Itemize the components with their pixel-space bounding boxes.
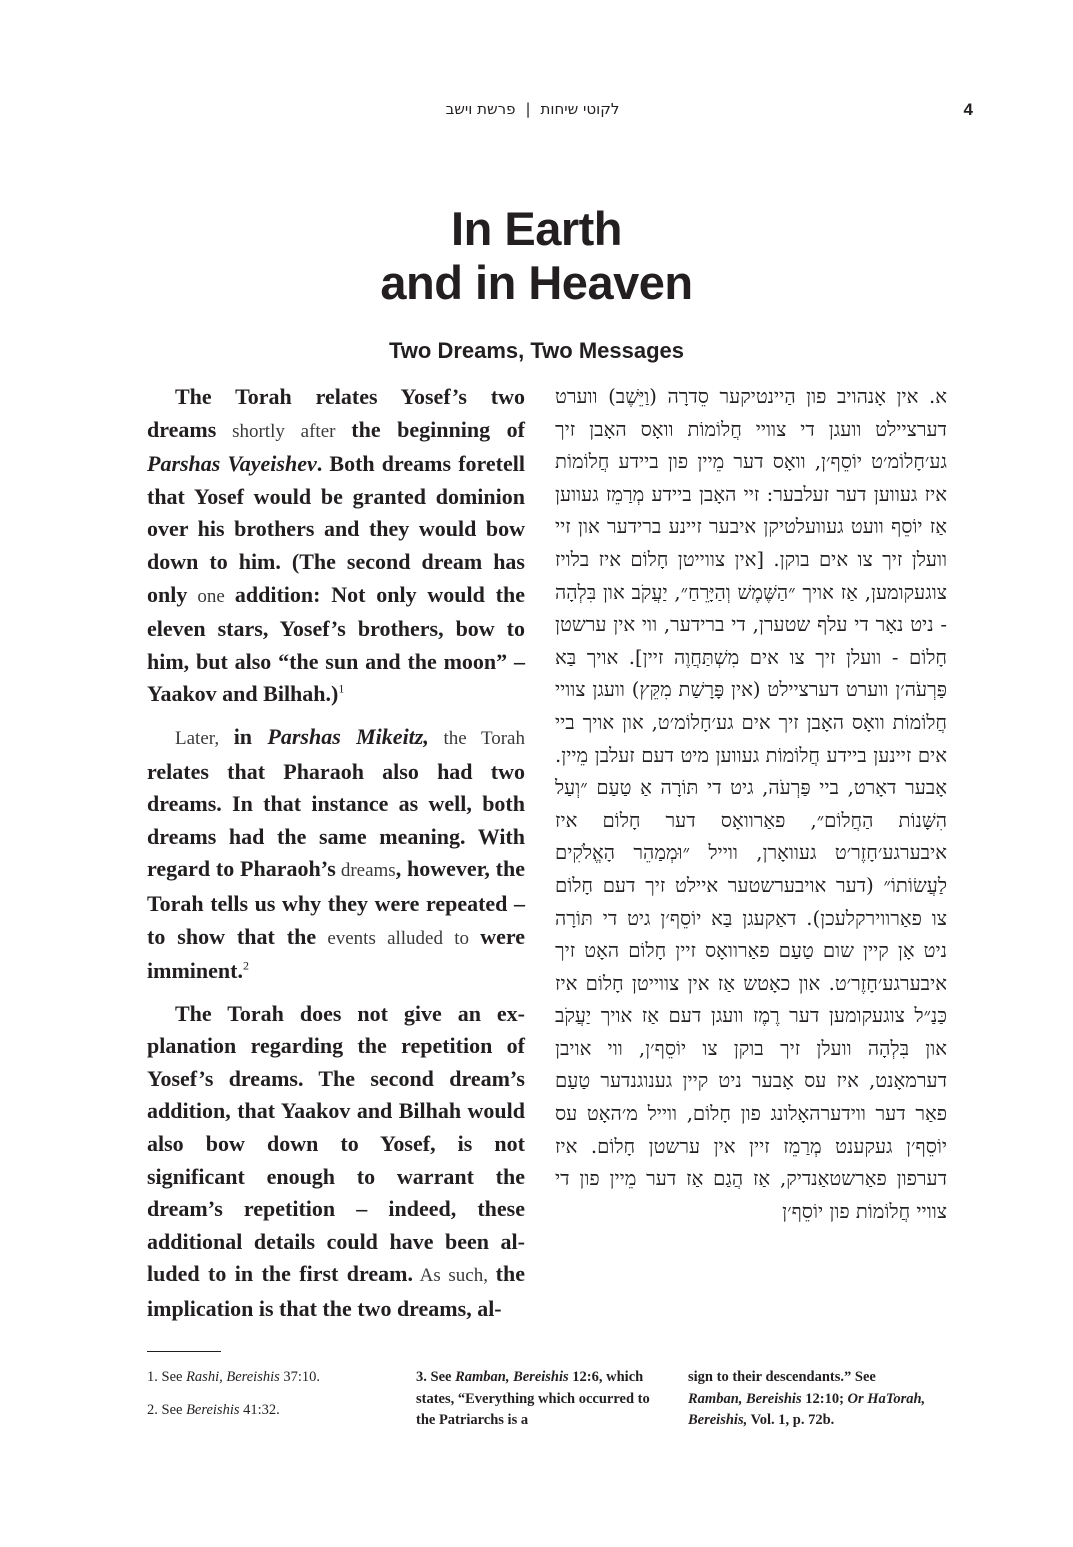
english-paragraph-2 — [147, 721, 525, 988]
footnote-ref-1[interactable]: 1 — [338, 682, 345, 697]
text-run: The Torah does not give an explanation regarding the repetition of Yosef’s dreams. The second dream’s addition, that Yaakov and Bilhah would also bow down to Yosef, is not significant enough to warrant the dream’s repetition – indeed, these additional details could have been alluded to in the first dream. — [147, 1000, 525, 1287]
footnote-3-part-2 — [688, 1367, 928, 1432]
text-run: one — [187, 585, 235, 607]
footnote-column-3 — [688, 1367, 928, 1432]
footnote-ref-2[interactable]: 2 — [242, 958, 249, 973]
text-run-italic: Rashi, Bereishis — [186, 1369, 280, 1385]
text-run-italic: Ramban, Bereishis — [688, 1390, 802, 1407]
text-run-italic: Parshas Mikeitz, — [267, 723, 429, 749]
text-run-italic: Ramban, Bereishis — [455, 1369, 569, 1385]
text-run: shortly after — [216, 420, 352, 442]
title-line-1: In Earth — [451, 202, 622, 255]
page-title — [0, 202, 1073, 310]
text-run: in — [233, 723, 268, 749]
text-run-italic: Bereishis — [186, 1401, 240, 1418]
text-run: 3. See — [416, 1369, 456, 1385]
text-run: 37:10. — [279, 1369, 321, 1385]
parsha-name: פרשת וישב — [445, 100, 516, 118]
text-run: relates that Pharaoh also had two dreams. In that instance as well, both dreams had the same meaning. With regard to Pharaoh’s — [147, 758, 525, 882]
text-run: dreams — [335, 860, 396, 882]
english-column — [147, 381, 525, 1326]
text-run: 2. See — [147, 1401, 187, 1418]
text-run: Later, — [175, 727, 234, 749]
english-paragraph-1 — [147, 381, 525, 711]
footnote-rule — [147, 1351, 221, 1352]
text-run: 12:10; — [801, 1390, 848, 1407]
text-run-italic: Or HaTorah, Bereishis, — [688, 1390, 926, 1428]
text-run: the beginning of — [351, 416, 525, 442]
text-run-italic: Parshas Vayeishev — [147, 451, 317, 477]
text-run: the Torah — [428, 727, 525, 749]
text-run: were imminent. — [147, 923, 525, 984]
running-head-title — [400, 100, 665, 118]
footnote-column-1 — [147, 1367, 377, 1421]
text-run: As such, — [413, 1265, 496, 1287]
text-run: 1. See — [147, 1369, 187, 1385]
text-run: Vol. 1, p. 72b. — [747, 1412, 835, 1428]
title-line-2: and in Heaven — [380, 256, 693, 309]
text-run: sign to their descendants.” See — [688, 1369, 876, 1385]
book-title: לקוטי שיחות — [540, 100, 620, 118]
footnote-1 — [147, 1367, 377, 1389]
yiddish-column — [555, 381, 947, 1228]
text-run: the implication is that the two dreams, al- — [147, 1261, 525, 1322]
footnote-column-2 — [416, 1367, 656, 1432]
page-subtitle: Two Dreams, Two Messages — [388, 338, 685, 363]
text-run: . Both dreams foretell that Yosef would be granted dominion over his brothers and they would bow down to him. (The second dream has only — [147, 451, 526, 607]
text-run: 12:6, which states, “Everything which occurred to the Patriarchs is a — [416, 1369, 650, 1428]
page-number: 4 — [963, 100, 973, 119]
text-run: events alluded to — [316, 927, 481, 949]
running-head — [0, 100, 1073, 124]
text-run: addition: Not only would the eleven stars, Yosef’s brothers, bow to him, but also “the sun and the moon” – Yaakov and Bilhah.) — [147, 581, 525, 707]
header-separator: | — [525, 100, 531, 118]
footnote-2 — [147, 1400, 377, 1422]
english-paragraph-3 — [147, 998, 525, 1326]
text-run: , however, the Torah tells us why they were repeated – to show that the — [147, 856, 525, 949]
yiddish-paragraph: א. אין אָנהויב פון הַיינטיקער סֵדרָה (וַיֵּשֶׁב) ווערט דערציילט וועגן די צוויי חֲלוֹמוֹת וואָס האָבן זיך גע׳חָלוֹמ׳ט יוֹסֵף׳ן, וואָס דער מֵיין פון ביידע חֲלוֹמוֹת איז געווען דער זעלבער: זיי האָבן ביידע מְרַמֵז געווען אַז יוֹסֵף וועט געוועלטיקן איבער זיינע ברידער און זיי וועלן זיך צו אים בוקן. [אין צווייטן חָלוֹם איז בלויז צוגעקומען, אַז אויך ״הַשֶּׁמֶשׁ וְהַיָּרֵחַ״, יַעֲקֹב און בִּלְהָה - ניט נאָר די עלף שטערן, די ברידער, ווי אין ערשטן חָלוֹם - וועלן זיך צו אים מִשְׁתַּחֲוֶה זיין]. אויך בַּא פַּרְעֹה׳ן ווערט דערציילט (אין פָּרָשַׁת מִקֵּץ) וועגן צוויי חֲלוֹמוֹת וואָס האָבן זיך אים גע׳חָלוֹמ׳ט, און אויך ביי אים זיינען ביידע חֲלוֹמוֹת געווען מיט דעם זעלבן מֵיין. אָבער דאָרט, ביי פַּרְעֹה, גיט די תּוֹרָה אַ טַעַם ״וְעַל הִשָּׁנוֹת הַחֲלוֹם״, פאַרוואָס דער חָלוֹם איז איבערגע׳חָזֶר׳ט געוואָרן, ווייל ״וּמְמַהֵר הָאֱלֹקִים לַעֲשׂוֹתוֹ״ (דער אויבערשטער איילט זיך דעם חָלוֹם צו פאַרווירקלעכן). דאַקעגן בַּא יוֹסֵף׳ן גיט די תּוֹרָה ניט אָן קיין שום טַעַם פאַרוואָס זיין חָלוֹם האָט זיך איבערגע׳חָזֶר׳ט. און כאָטש אַז אין צווייטן חָלוֹם איז כַּנַ״ל צוגעקומען דער רֶמֶז וועגן דעם אַז אויך יַעֲקֹב און בִּלְהָה וועלן זיך בוקן צו יוֹסֵף׳ן, ווי אויבן דערמאָנט, איז עס אָבער ניט קיין גענוגנדער טַעַם פאַר דער ווידערהאָלונג פון חָלוֹם, ווייל מ׳האָט עס יוֹסֵף׳ן געקענט מְרַמֵז זיין אין ערשטן חָלוֹם. איז דערפון פאַרשטאַנדיק, אַז הֲגַם אַז דער מֵיין פון די צוויי חֲלוֹמוֹת פון יוֹסֵף׳ן — [555, 385, 947, 1223]
text-run: The Torah relates Yosef’s two dreams — [147, 384, 525, 442]
footnote-3-part-1 — [416, 1367, 656, 1432]
text-run: 41:32. — [239, 1401, 280, 1418]
